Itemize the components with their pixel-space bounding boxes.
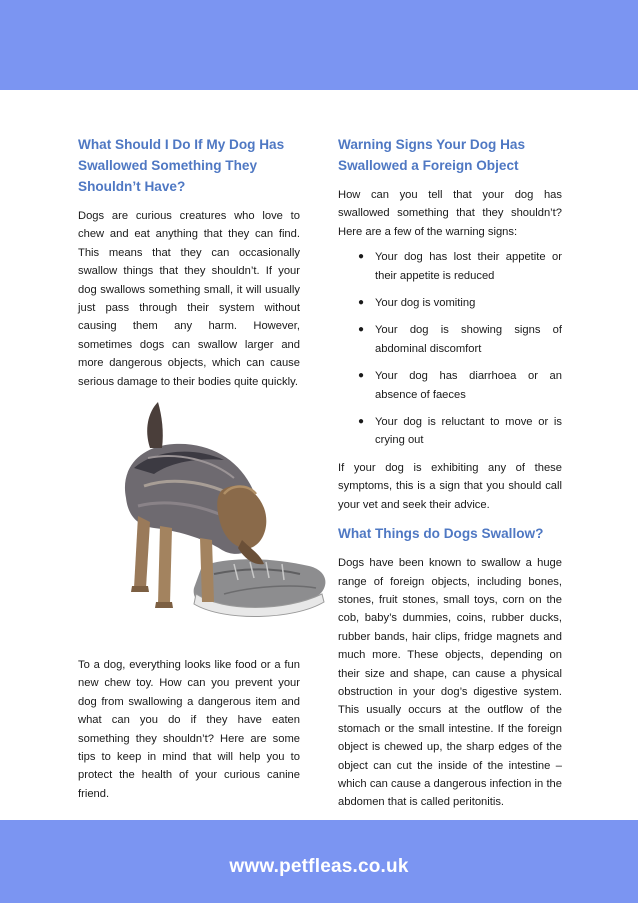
bullet-icon: ● [358,251,365,263]
list-item: ● Your dog is reluctant to move or is crying out [338,413,562,450]
list-item: ● Your dog is showing signs of abdominal discomfort [338,321,562,358]
header-band [0,0,638,90]
left-closing-paragraph: To a dog, everything looks like food or a fun new chew toy. How can you prevent your dog from swallowing a dangerous item and what can you do if they have eaten something they shouldn’t? Here are some tips to keep in mind that will help you to protect the health of your curious canine friend. [78,659,300,800]
footer-url-link[interactable]: www.petfleas.co.uk [229,856,409,877]
warning-signs-list [338,248,562,450]
bullet-icon: ● [358,370,365,382]
list-item: ● Your dog has lost their appetite or their appetite is reduced [338,248,562,285]
bullet-icon: ● [358,416,365,428]
after-list-paragraph: If your dog is exhibiting any of these symptoms, this is a sign that you should call your vet and seek their advice. [338,461,562,511]
left-intro-paragraph: Dogs are curious creatures who love to chew and eat anything that they can find. This means that they can occasionally swallow things that they shouldn’t. If your dog swallows something small, it will usually just pass through their system without causing them any harm. However, sometimes dogs can swallow larger and more dangerous objects, which can cause serious damage to their bodies quite quickly. [78,210,300,388]
what-dogs-swallow-heading: What Things do Dogs Swallow? [338,526,544,542]
what-dogs-swallow-paragraph: Dogs have been known to swallow a huge range of foreign objects, including bones, stones, fruit stones, small toys, corn on the cob, baby’s dummies, coins, rubber ducks, rubber bands, hair clips, fridge magnets and much more. These objects, depending on their size and shape, can cause a physical obstruction in your dog’s digestive system. This usually occurs at the outflow of the stomach or the small intestine. If the foreign object is chewed up, the sharp edges of the object can cut the inside of the intestine – which can cause a dangerous infection in the abdomen that is called peritonitis. [338,557,562,809]
bullet-icon: ● [358,324,365,336]
right-column [338,134,562,819]
left-column [78,134,300,398]
list-item: ● Your dog has diarrhoea or an absence of faeces [338,367,562,404]
list-item: ● Your dog is vomiting [338,294,562,312]
dog-chewing-shoe-image [104,398,336,648]
warning-signs-intro: How can you tell that your dog has swallowed something that they shouldn’t? Here are a few of the warning signs: [338,189,562,238]
warning-signs-heading: Warning Signs Your Dog Has Swallowed a Foreign Object [338,137,526,173]
left-closing-block [78,656,300,810]
left-heading: What Should I Do If My Dog Has Swallowed Something They Shouldn’t Have? [78,137,285,194]
bullet-icon: ● [358,297,365,309]
